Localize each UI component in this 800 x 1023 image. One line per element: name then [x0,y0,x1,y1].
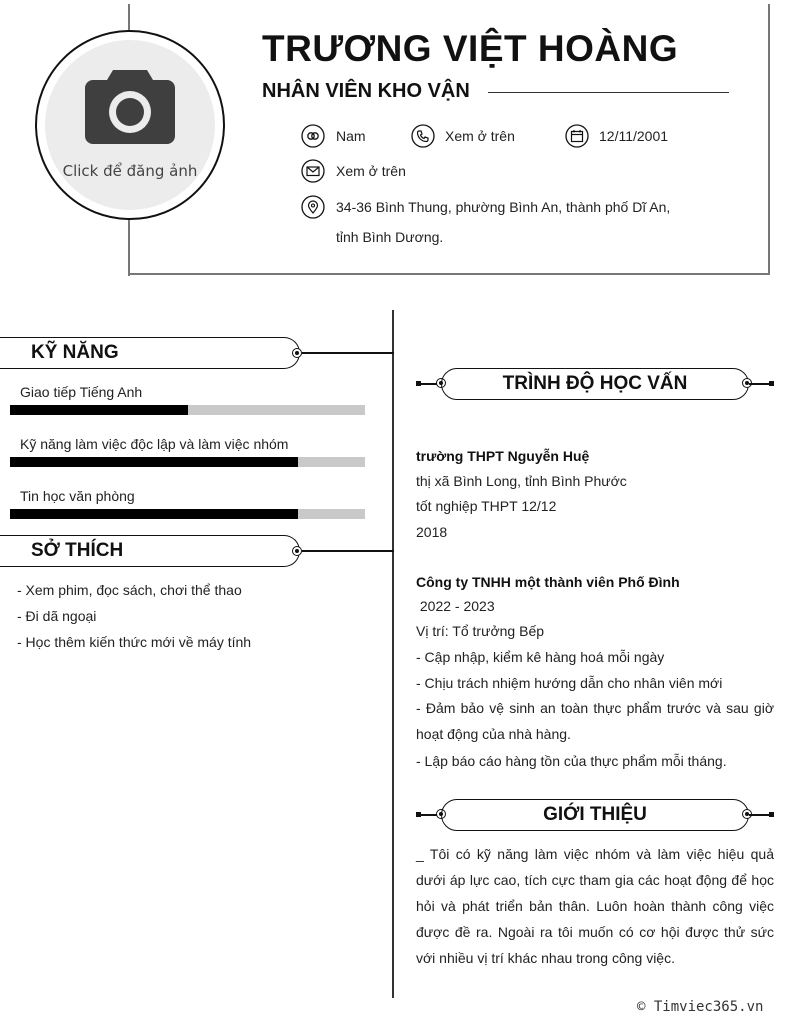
phone-value: Xem ở trên [445,128,515,144]
email-icon [301,159,325,183]
work-duty: - Cập nhập, kiểm kê hàng hoá mỗi ngày [416,649,665,665]
avatar-caption: Click để đăng ảnh [62,162,198,180]
hobby-item: - Học thêm kiến thức mới về máy tính [17,634,252,650]
intro-heading-end-right [769,812,774,817]
birthday-value: 12/11/2001 [599,128,669,144]
job-title: NHÂN VIÊN KHO VẬN [262,80,470,102]
school-year: 2018 [416,524,448,540]
school-degree: tốt nghiệp THPT 12/12 [416,498,557,514]
work-duty: - Lập báo cáo hàng tồn của thực phẩm mỗi tháng. [416,753,727,769]
copyright-footer: © Timviec365.vn [637,999,764,1015]
avatar-placeholder [45,40,215,210]
skill-name: Giao tiếp Tiếng Anh [20,384,143,400]
camera-icon [83,66,177,148]
education-heading-end-right [769,381,774,386]
skill-bar-fill [10,405,188,415]
email-value: Xem ở trên [336,163,406,179]
skill-bar [10,405,365,415]
gender-icon [301,124,325,148]
calendar-icon [565,124,589,148]
work-duty: - Chịu trách nhiệm hướng dẫn cho nhân viên mới [416,675,723,691]
intro-heading: GIỚI THIỆU [543,804,647,825]
skill-bar [10,509,365,519]
column-divider [392,310,394,998]
work-position: Vị trí: Tổ trưởng Bếp [416,623,545,639]
title-divider [488,92,729,93]
skills-heading: KỸ NĂNG [31,342,119,363]
hobbies-heading: SỞ THÍCH [31,540,124,561]
school-location: thị xã Bình Long, tỉnh Bình Phước [416,473,627,489]
gender-value: Nam [336,128,366,144]
avatar-upload[interactable] [35,30,225,220]
location-icon [301,195,325,219]
education-heading: TRÌNH ĐỘ HỌC VẤN [502,373,688,394]
address-line2: tỉnh Bình Dương. [336,229,444,245]
skills-heading-line [302,352,394,354]
hobby-item: - Đi dã ngoại [17,608,97,624]
company-name: Công ty TNHH một thành viên Phố Đình [416,574,680,590]
hobby-item: - Xem phim, đọc sách, chơi thể thao [17,582,242,598]
address-line1: 34-36 Bình Thung, phường Bình An, thành phố Dĩ An, [336,199,671,215]
skill-name: Tin học văn phòng [20,488,135,504]
hobbies-heading-line [302,550,394,552]
school-name: trường THPT Nguyễn Huệ [416,448,590,464]
skill-bar-fill [10,457,298,467]
skill-name: Kỹ năng làm việc độc lập và làm việc nhóm [20,436,289,452]
work-period: 2022 - 2023 [416,598,495,614]
phone-icon [411,124,435,148]
intro-text: _ Tôi có kỹ năng làm việc nhóm và làm việc hiệu quả dưới áp lực cao, tích cực tham gia các hoạt động để học hỏi và phát triển bản thân. Luôn hoàn thành công việc được đề ra. Ngoài ra tôi muốn có cơ hội được thử sức với nhiều vị trí khác nhau trong công việc. [416,846,774,966]
hobbies-heading-dot [292,546,302,556]
candidate-name: TRƯƠNG VIỆT HOÀNG [262,28,679,69]
skill-bar-fill [10,509,298,519]
intro-heading-frame [441,799,749,831]
avatar-connector [128,218,130,276]
skill-bar [10,457,365,467]
work-duty: - Đảm bảo vệ sinh an toàn thực phẩm trước và sau giờ hoạt động của nhà hàng. [416,700,774,742]
skills-heading-dot [292,348,302,358]
education-heading-frame [441,368,749,400]
